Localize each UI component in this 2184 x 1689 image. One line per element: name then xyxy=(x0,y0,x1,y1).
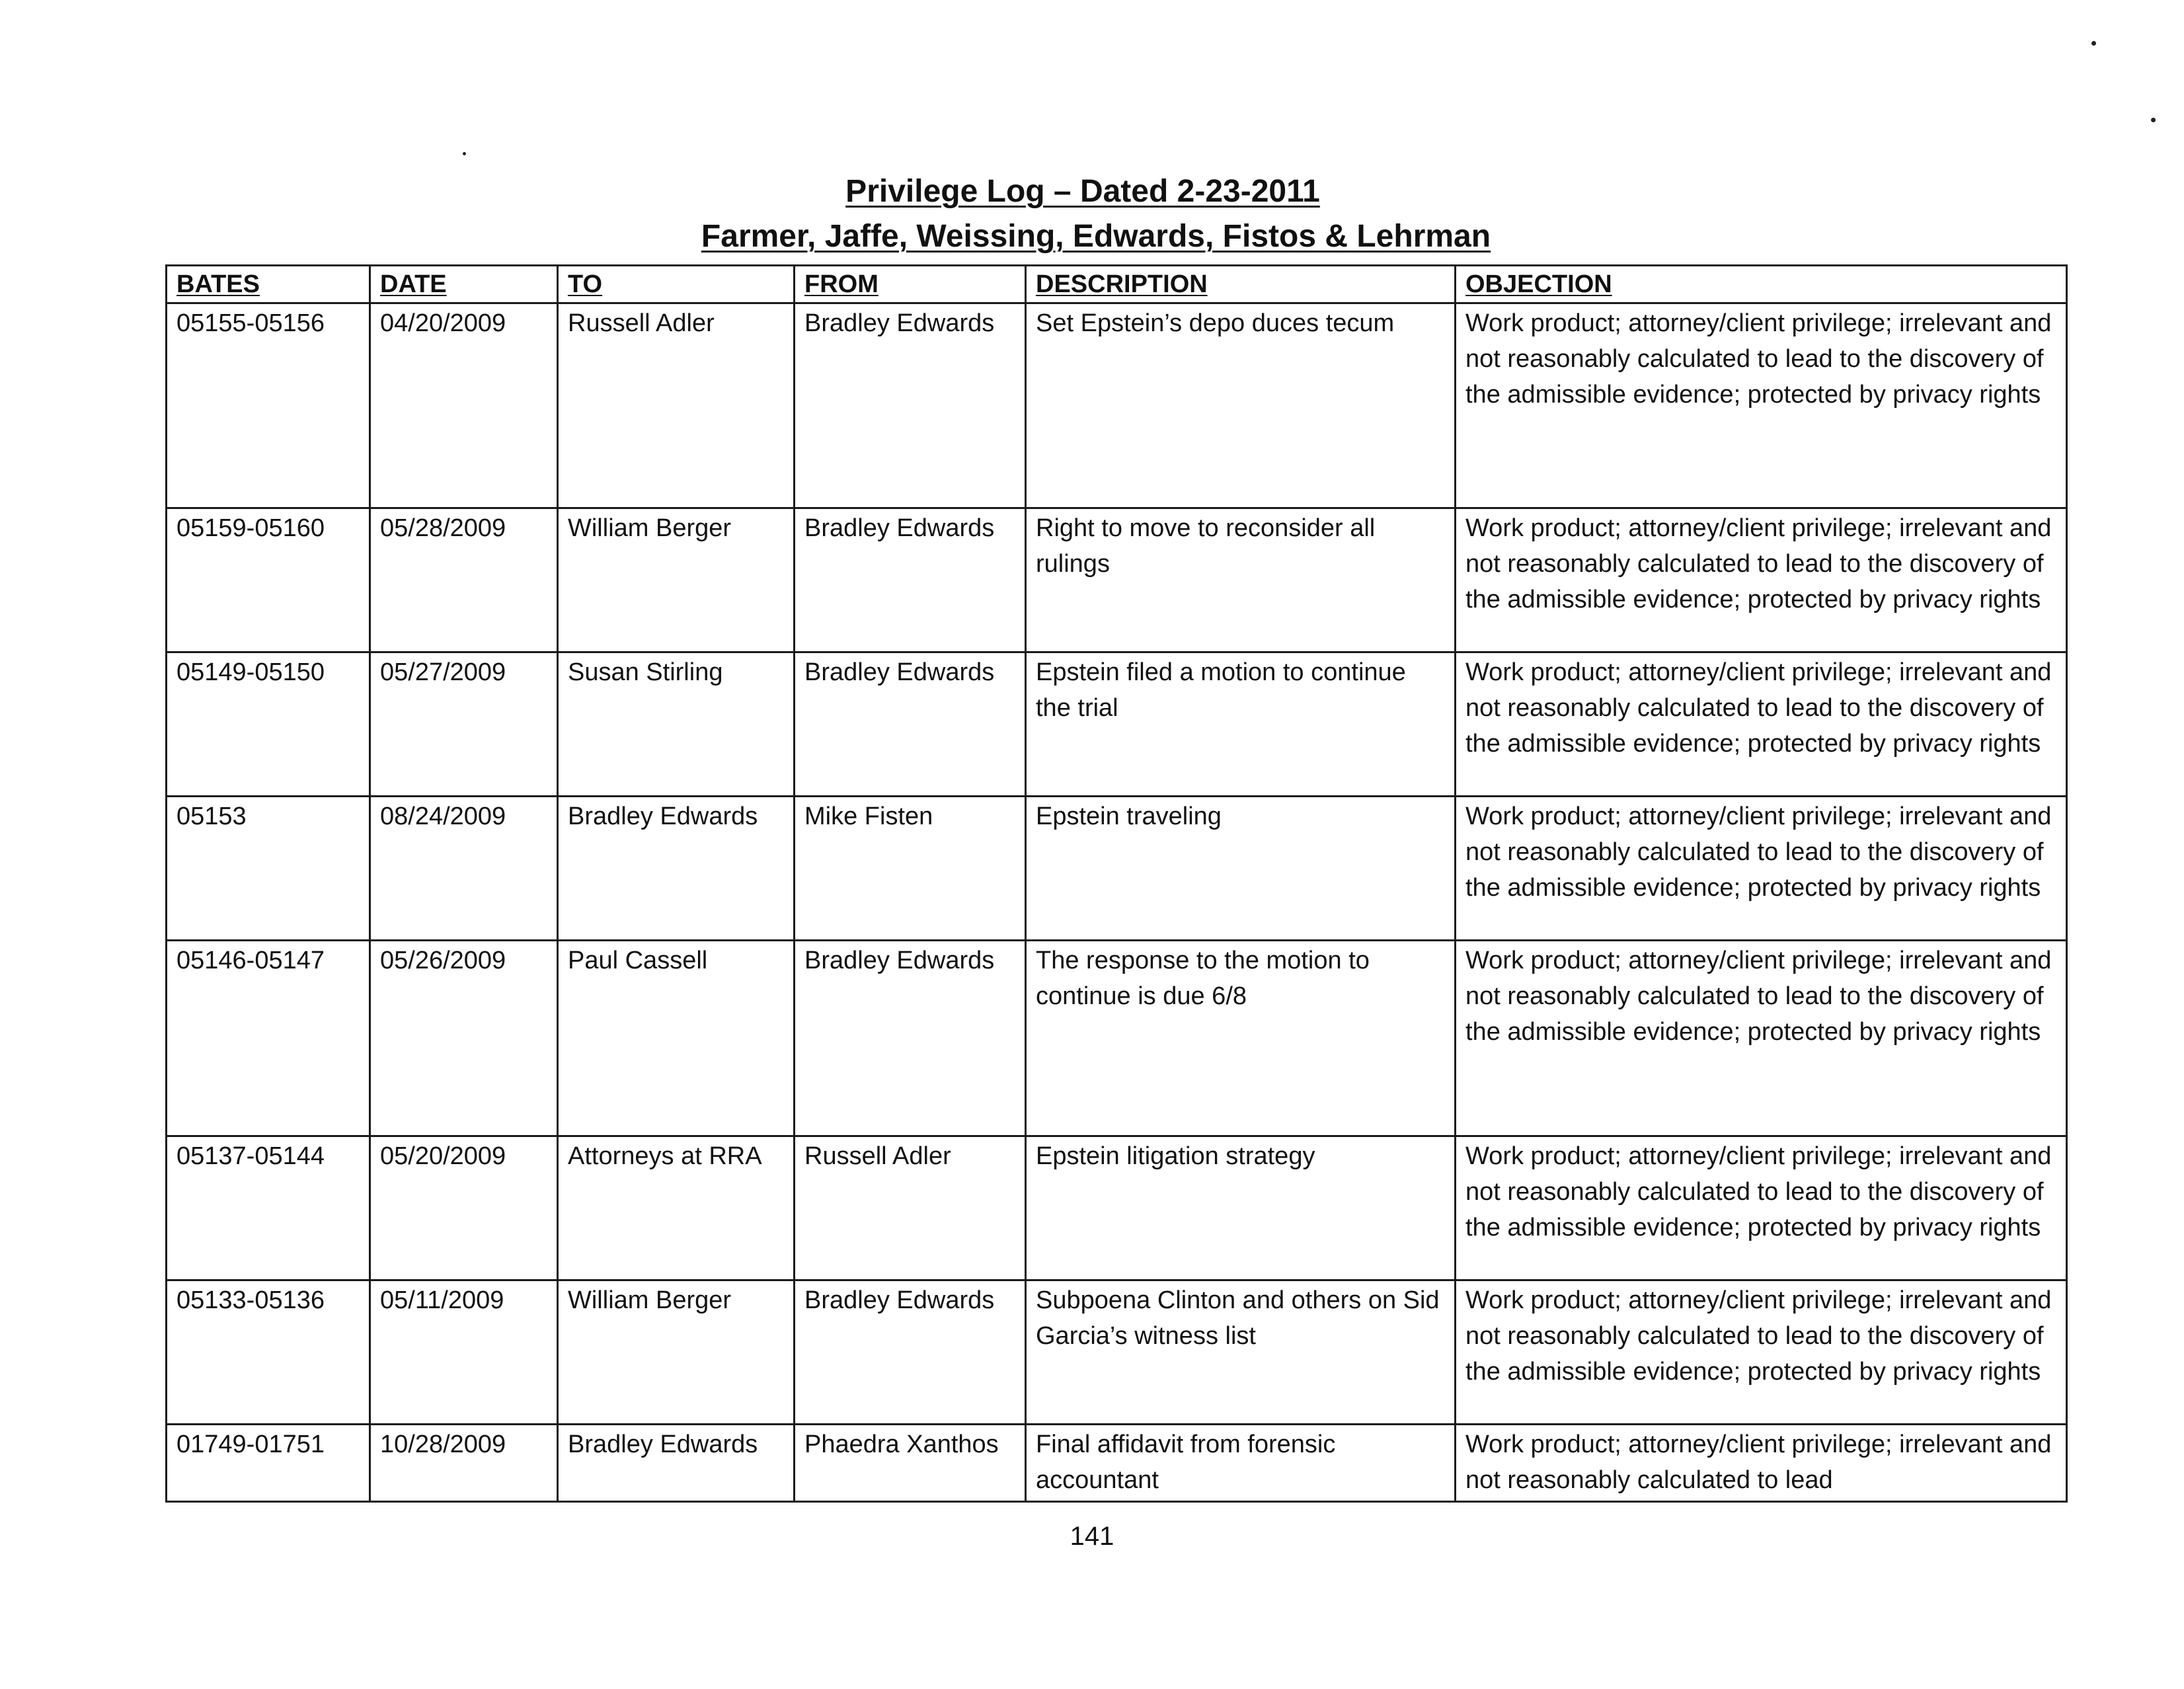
table-row xyxy=(167,508,2067,652)
cell-bates: 05133-05136 xyxy=(167,1280,370,1425)
cell-from: Mike Fisten xyxy=(795,797,1026,941)
cell-objection: Work product; attorney/client privilege; irrelevant and not reasonably calculated to lead to the discovery of the admissible evidence; protected by privacy rights xyxy=(1456,303,2067,508)
cell-from: Bradley Edwards xyxy=(795,1280,1026,1425)
cell-description: Right to move to reconsider all rulings xyxy=(1026,508,1456,652)
column-header-bates: BATES xyxy=(167,266,370,303)
cell-date: 05/27/2009 xyxy=(370,652,558,797)
cell-date: 05/26/2009 xyxy=(370,941,558,1136)
table-row xyxy=(167,941,2067,1136)
cell-date: 10/28/2009 xyxy=(370,1425,558,1502)
document-subtitle: Farmer, Jaffe, Weissing, Edwards, Fistos & Lehrman xyxy=(701,219,1491,254)
cell-bates: 05159-05160 xyxy=(167,508,370,652)
cell-bates: 05153 xyxy=(167,797,370,941)
objection-text: Work product; attorney/client privilege; irrelevant and not reasonably calculated to lead xyxy=(1465,1431,2052,1494)
column-header-description: DESCRIPTION xyxy=(1026,266,1456,303)
cell-description: The response to the motion to continue is due 6/8 xyxy=(1026,941,1456,1136)
cell-to: William Berger xyxy=(558,508,795,652)
cell-objection: Work product; attorney/client privilege; irrelevant and not reasonably calculated to lead to the discovery of the admissible evidence; protected by privacy rights xyxy=(1456,1136,2067,1280)
cell-from: Bradley Edwards xyxy=(795,941,1026,1136)
cell-bates: 05137-05144 xyxy=(167,1136,370,1280)
column-header-from: FROM xyxy=(795,266,1026,303)
cell-to: Bradley Edwards xyxy=(558,1425,795,1502)
cell-objection: Work product; attorney/client privilege; irrelevant and not reasonably calculated to lead to the discovery of the admissible evidence; protected by privacy rights xyxy=(1456,1280,2067,1425)
cell-bates: 05149-05150 xyxy=(167,652,370,797)
scan-speck xyxy=(2151,118,2156,122)
cell-description: Epstein litigation strategy xyxy=(1026,1136,1456,1280)
table-row xyxy=(167,1280,2067,1425)
cell-from: Phaedra Xanthos xyxy=(795,1425,1026,1502)
cell-to: Bradley Edwards xyxy=(558,797,795,941)
cell-description: Subpoena Clinton and others on Sid Garcia’s witness list xyxy=(1026,1280,1456,1425)
cell-description: Set Epstein’s depo duces tecum xyxy=(1026,303,1456,508)
scan-speck xyxy=(463,152,466,155)
cell-from: Russell Adler xyxy=(795,1136,1026,1280)
cell-bates: 05146-05147 xyxy=(167,941,370,1136)
cell-objection: Work product; attorney/client privilege; irrelevant and not reasonably calculated to lead to the discovery of the admissible evidence; protected by privacy rights xyxy=(1456,941,2067,1136)
privilege-log-table xyxy=(165,264,2068,1503)
cell-objection: Work product; attorney/client privilege; irrelevant and not reasonably calculated to lead to the discovery of the admissible evidence; protected by privacy rights xyxy=(1456,652,2067,797)
table-row xyxy=(167,652,2067,797)
cell-date: 05/20/2009 xyxy=(370,1136,558,1280)
cell-to: Susan Stirling xyxy=(558,652,795,797)
cell-to: Attorneys at RRA xyxy=(558,1136,795,1280)
cell-bates: 01749-01751 xyxy=(167,1425,370,1502)
cell-objection xyxy=(1456,1425,2067,1502)
cell-objection: Work product; attorney/client privilege; irrelevant and not reasonably calculated to lead to the discovery of the admissible evidence; protected by privacy rights xyxy=(1456,797,2067,941)
cell-from: Bradley Edwards xyxy=(795,303,1026,508)
cell-bates: 05155-05156 xyxy=(167,303,370,508)
page-number: 141 xyxy=(1070,1522,1114,1551)
cell-to: William Berger xyxy=(558,1280,795,1425)
cell-date: 04/20/2009 xyxy=(370,303,558,508)
column-header-date: DATE xyxy=(370,266,558,303)
cell-to: Paul Cassell xyxy=(558,941,795,1136)
cell-date: 05/28/2009 xyxy=(370,508,558,652)
cell-date: 08/24/2009 xyxy=(370,797,558,941)
scan-speck xyxy=(2091,41,2096,46)
table-row xyxy=(167,1136,2067,1280)
table-header-row xyxy=(167,266,2067,303)
cell-to: Russell Adler xyxy=(558,303,795,508)
cell-date: 05/11/2009 xyxy=(370,1280,558,1425)
cell-description: Epstein traveling xyxy=(1026,797,1456,941)
table-row xyxy=(167,303,2067,508)
table-row xyxy=(167,1425,2067,1502)
cell-description: Epstein filed a motion to continue the trial xyxy=(1026,652,1456,797)
cell-description xyxy=(1026,1425,1456,1502)
cell-from: Bradley Edwards xyxy=(795,508,1026,652)
table-row xyxy=(167,797,2067,941)
column-header-to: TO xyxy=(558,266,795,303)
cell-objection: Work product; attorney/client privilege; irrelevant and not reasonably calculated to lead to the discovery of the admissible evidence; protected by privacy rights xyxy=(1456,508,2067,652)
document-title: Privilege Log – Dated 2-23-2011 xyxy=(845,174,1320,209)
cell-from: Bradley Edwards xyxy=(795,652,1026,797)
description-text: Final affidavit from forensic accountant xyxy=(1036,1431,1336,1494)
column-header-objection: OBJECTION xyxy=(1456,266,2067,303)
